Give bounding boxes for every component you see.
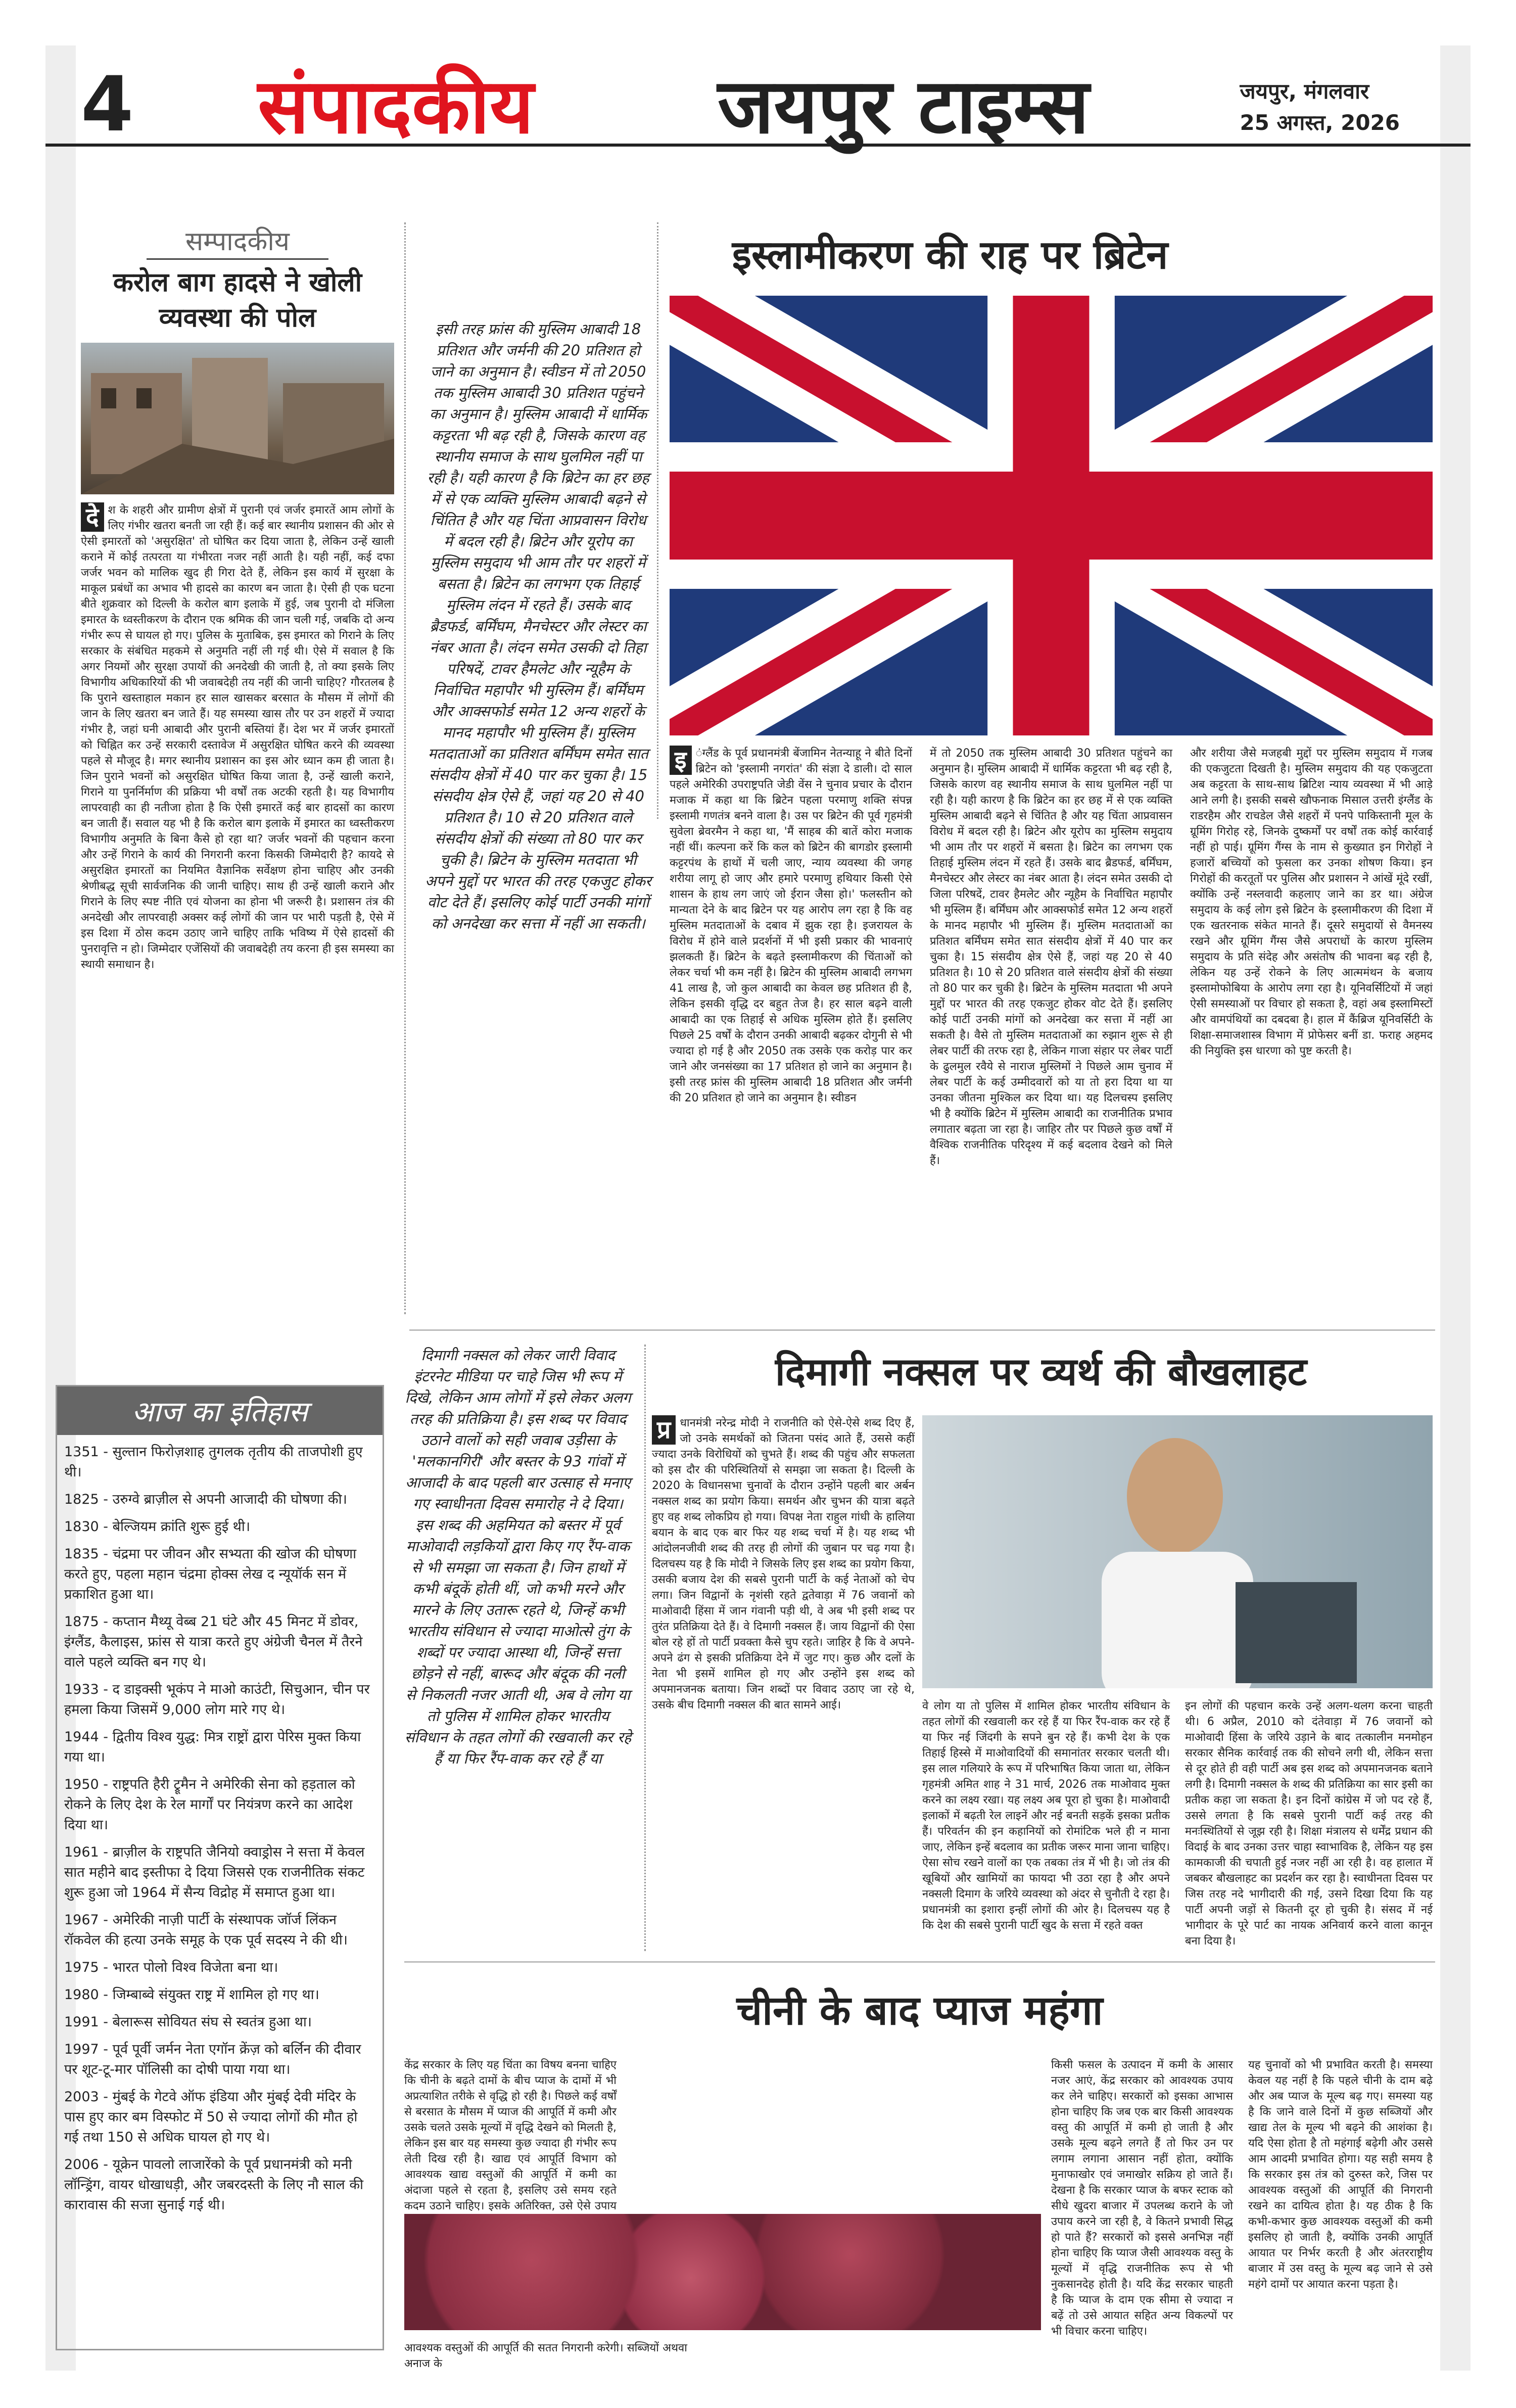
drop-cap: प्र xyxy=(652,1415,676,1445)
masthead-title-red: संपादकीय xyxy=(258,63,534,151)
history-item: 1830 - बेल्जियम क्रांति शुरू हुई थी। xyxy=(64,1519,251,1535)
history-item: 1835 - चंद्रमा पर जीवन और सभ्यता की खोज की घोषणा करते हुए, पहला महान चंद्रमा होक्स लेख द न्यूयॉर्क सन में प्रकाशित हुआ था। xyxy=(64,1546,357,1602)
drop-cap: दे xyxy=(81,502,104,532)
union-jack-photo xyxy=(670,296,1433,735)
britain-col-3: और शरीया जैसे मजहबी मुद्दों पर मुस्लिम समुदाय में गजब की एकजुटता दिखती है। मुस्लिम समुदाय की यह एकजुटता अब कट्टरता के साथ-साथ ब्रिटिश न्याय व्यवस्था में भी आड़े आने लगी है। इसकी सबसे खौफनाक मिसाल उत्तरी इंग्लैंड के राडरहैम और राचडेल जैसे शहरों में पनपे पाकिस्तानी मूल के ग्रूमिंग गिरोह रहे, जिनके दुष्कर्मों पर वर्षों तक कोई कार्रवाई नहीं हो पाई। ग्रूमिंग गैंग्स के नाम से कुख्यात इन गिरोहों ने हजारों बच्चियों को फुसला कर उनका शोषण किया। इन गिरोहों की करतूतों पर पुलिस और प्रशासन ने आंखें मूंदे रखीं, क्योंकि उन्हें नस्लवादी कहलाए जाने का डर था। अंग्रेज समुदाय के कई लोग इसे ब्रिटेन के इस्लामीकरण की दिशा में एक खतरनाक संकेत मानते हैं। दूसरे समुदायों से वैमनस्य रखने और ग्रूमिंग गैंग्स जैसे अपराधों के कारण मुस्लिम समुदाय के प्रति संदेह और असंतोष की भावना बढ़ रही है, लेकिन यह उन्हें रोकने के लिए आत्ममंथन के बजाय इस्लामोफोबिया के आरोप लगा रहा है। यूनिवर्सिटियों में जहां ऐसी समस्याओं पर विचार हो सकता है, वहां अब इस्लामिस्टों और वामपंथियों का दबदबा है। हाल में कैंब्रिज यूनिवर्सिटी के शिक्षा-समाजशास्त्र विभाग में प्रोफेसर बनीं डा. फराह अहमद की नियुक्ति इस धारणा को पुष्ट करती है। xyxy=(1190,747,1433,1057)
building-ruins-graphic xyxy=(81,343,394,494)
union-jack-graphic xyxy=(670,296,1433,735)
section-divider xyxy=(409,1329,1435,1331)
section-divider xyxy=(404,1961,1435,1963)
history-box xyxy=(56,1385,384,2350)
onion-col-1b: आवश्यक वस्तुओं की आपूर्ति की सतत निगरानी करेगी। सब्जियों अथवा अनाज के xyxy=(404,2342,687,2370)
naxal-pull-quote: दिमागी नक्सल को लेकर जारी विवाद इंटरनेट मीडिया पर चाहे जिस भी रूप में दिखे, लेकिन आम लोगों में इसे लेकर अलग तरह की प्रतिक्रिया है। इस शब्द पर विवाद उठाने वालों को सही जवाब उड़ीसा के 'मलकानगिरी' और बस्तर के 93 गांवों में आजादी के बाद पहली बार उत्साह से मनाए गए स्वाधीनता दिवस समारोह ने दे दिया। इस शब्द की अहमियत को बस्तर में पूर्व माओवादी लड़कियों द्वारा किए गए रैंप-वाक से भी समझा जा सकता है। जिन हाथों में कभी बंदूकें होती थीं, जो कभी मरने और मारने के लिए उतारू रहते थे, जिन्हें कभी भारतीय संविधान से ज्यादा माओत्से तुंग के शब्दों पर ज्यादा आस्था थी, जिन्हें सत्ता छोड़ने से नहीं, बारूद और बंदूक की नली से निकलती नजर आती थी, अब वे लोग या तो पुलिस में शामिल होकर भारतीय संविधान के तहत लोगों की रखवाली कर रहे हैं या फिर रैंप-वाक कर रहे हैं या xyxy=(404,1347,632,1767)
onion-col-2: किसी फसल के उत्पादन में कमी के आसार नजर आएं, केंद्र सरकार को आवश्यक उपाय कर लेने चाहिए। सरकारों को इसका आभास होना चाहिए कि जब एक बार किसी आवश्यक वस्तु की आपूर्ति में कमी हो जाती है और उसके मूल्य बढ़ने लगते हैं तो फिर उन पर लगाम लगाना आसान नहीं होता, क्योंकि मुनाफाखोर एवं जमाखोर सक्रिय हो जाते हैं। देखना है कि सरकार प्याज के बफर स्टाक को सीधे खुदरा बाजार में उपलब्ध कराने के जो उपाय करने जा रही है, वे कितने प्रभावी सिद्ध हो पाते हैं? सरकारों को इससे अनभिज्ञ नहीं होना चाहिए कि प्याज जैसी आवश्यक वस्तु के मूल्यों में वृद्धि राजनीतिक रूप से भी नुकसानदेह होती है। यदि केंद्र सरकार चाहती है कि प्याज के दाम एक सीमा से ज्यादा न बढ़ें तो उसे आयात सहित अन्य विकल्पों पर भी विचार करना चाहिए। xyxy=(1051,2059,1233,2338)
history-item: 1980 - जिम्बाब्वे संयुक्त राष्ट्र में शामिल हो गए था। xyxy=(64,1987,319,2003)
britain-pull-quote: इसी तरह फ्रांस की मुस्लिम आबादी 18 प्रतिशत और जर्मनी की 20 प्रतिशत हो जाने का अनुमान है। स्वीडन में तो 2050 तक मुस्लिम आबादी 30 प्रतिशत पहुंचने का अनुमान है। मुस्लिम आबादी में धार्मिक कट्टरता भी बढ़ रही है, जिसके कारण वह स्थानीय समाज के साथ घुलमिल नहीं पा रही है। यही कारण है कि ब्रिटेन का हर छह में से एक व्यक्ति मुस्लिम आबादी बढ़ने से चिंतित है और यह चिंता आप्रवासन विरोध में बदल रही है। ब्रिटेन और यूरोप का मुस्लिम समुदाय भी आम तौर पर शहरों में बसता है। ब्रिटेन का लगभग एक तिहाई मुस्लिम लंदन में रहते हैं। उसके बाद ब्रैडफर्ड, बर्मिंघम, मैनचेस्टर और लेस्टर का नंबर आता है। लंदन समेत उसकी दो तिहा परिषदें, टावर हैमलेट और न्यूहैम के निर्वाचित महापौर भी मुस्लिम हैं। बर्मिंघम और आक्सफोर्ड समेत 12 अन्य शहरों के मानद महापौर भी मुस्लिम हैं। मुस्लिम मतदाताओं का प्रतिशत बर्मिंघम समेत सात संसदीय क्षेत्रों में 40 पार कर चुका है। 15 संसदीय क्षेत्र ऐसे हैं, जहां यह 20 से 40 प्रतिशत है। 10 से 20 प्रतिशत वाले संसदीय क्षेत्रों की संख्या तो 80 पार कर चुकी है। ब्रिटेन के मुस्लिम मतदाता भी अपने मुद्दों पर भारत की तरह एकजुट होकर वोट देते हैं। इसलिए कोई पार्टी उनकी मांगों को अनदेखा कर सत्ता में नहीं आ सकती। xyxy=(425,320,651,932)
history-item: 1825 - उरुग्वे ब्राज़ील से अपनी आजादी की घोषणा की। xyxy=(64,1492,347,1507)
editorial-article xyxy=(81,222,394,973)
masthead-dateline xyxy=(1240,76,1400,138)
history-item: 1997 - पूर्व पूर्वी जर्मन नेता एगॉन क्रेंज़ को बर्लिन की दीवार पर शूट-टू-मार पॉलिसी का दोषी पाया गया था। xyxy=(64,2042,361,2077)
masthead xyxy=(45,45,1471,151)
naxal-col-1 xyxy=(652,1415,915,1713)
history-item: 1975 - भारत पोलो विश्व विजेता बना था। xyxy=(64,1960,278,1975)
drop-cap: इ xyxy=(670,746,692,775)
history-item: 1944 - द्वितीय विश्व युद्ध: मित्र राष्ट्रों द्वारा पेरिस मुक्त किया गया था। xyxy=(64,1729,361,1765)
britain-col-1 xyxy=(670,746,912,1106)
editorial-headline: करोल बाग हादसे ने खोली व्यवस्था की पोल xyxy=(113,267,362,333)
history-item: 2006 - यूक्रेन पावलो लाजारेंको के पूर्व प्रधानमंत्री को मनी लॉन्ड्रिंग, वायर धोखाधड़ी, और जबरदस्ती के लिए नौ साल की कारावास की सजा सुनाई गई थी। xyxy=(64,2157,364,2213)
history-item: 1991 - बेलारूस सोवियत संघ से स्वतंत्र हुआ था। xyxy=(64,2014,312,2030)
history-item: 1950 - राष्ट्रपति हैरी ट्रूमैन ने अमेरिकी सेना को हड़ताल को रोकने के लिए देश के रेल मार्गों पर नियंत्रण करने का आदेश दिया था। xyxy=(64,1777,355,1833)
onion-headline: चीनी के बाद प्याज महंगा xyxy=(736,1987,1103,2034)
right-margin-shade xyxy=(1440,45,1471,2371)
masthead-date: 25 अगस्त, 2026 xyxy=(1240,110,1400,135)
masthead-title-black: जयपुर टाइम्स xyxy=(718,63,1089,151)
page-number: 4 xyxy=(81,61,134,149)
column-divider xyxy=(657,222,658,819)
editorial-body xyxy=(81,502,394,973)
editorial-text: श के शहरी और ग्रामीण क्षेत्रों में पुरानी एवं जर्जर इमारतें आम लोगों के लिए गंभीर खतरा बनती जा रही हैं। कई बार स्थानीय प्रशासन की ओर से ऐसी इमारतों को 'असुरक्षित' तो घोषित कर दिया जाता है, लेकिन उन्हें खाली कराने में कोई तत्परता या गंभीरता नजर नहीं आती है। यही नहीं, कई दफा जर्जर भवन को मालिक खुद ही गिरा देते हैं, लेकिन इस कार्य में सुरक्षा के माकूल प्रबंधों का अभाव भी हादसे का कारण बन जाता है। ऐसी ही एक घटना बीते शुक्रवार को दिल्ली के करोल बाग इलाके में हुई, जब पुरानी दो मंजिला इमारत के ध्वस्तीकरण के दौरान एक श्रमिक की जान चली गई, जबकि दो अन्य गंभीर रूप से घायल हो गए। पुलिस के मुताबिक, इस इमारत को गिराने के लिए सरकार के संबंधित महकमे से अनुमति नहीं ली गई थी। ऐसे में सवाल है कि अगर नियमों और सुरक्षा उपायों की अनदेखी की जाती है, तो क्या इसके लिए विभागीय अधिकारियों की भी जवाबदेही तय नहीं की जानी चाहिए? गौरतलब है कि पुराने खस्ताहाल मकान हर साल खासकर बरसात के मौसम में लोगों की जान के लिए खतरा बन जाते हैं। यह समस्या खास तौर पर उन शहरों में ज्यादा गंभीर है, जहां घनी आबादी और पुरानी बस्तियां हैं। देश भर में जर्जर इमारतों को चिह्नित कर उन्हें सरकारी दस्तावेज में असुरक्षित घोषित करने की व्यवस्था पहले से मौजूद है। मगर स्थानीय प्रशासन का इस ओर ध्यान कम ही जाता है। जिन पुराने भवनों को असुरक्षित घोषित किया जाता है, उन्हें खाली कराने, गिराने या पुनर्निर्माण की प्रक्रिया भी वर्षों तक अटकी रहती है। यह विभागीय लापरवाही का ही नतीजा होता है कि ऐसी इमारतें कई बार हादसों का कारण बन जाती हैं। सवाल यह भी है कि करोल बाग इलाके में इमारत का ध्वस्तीकरण विभागीय अनुमति के बिना कैसे हो रहा था? जर्जर भवनों की पहचान करना और उन्हें गिराने के कार्य की निगरानी करना किसकी जिम्मेदारी है? कायदे से असुरक्षित इमारतों का नियमित वैज्ञानिक सर्वेक्षण होना चाहिए और उनकी श्रेणीबद्ध सूची सार्वजनिक की जानी चाहिए। साथ ही उन्हें खाली कराने और गिराने के लिए स्पष्ट नीति एवं योजना का होना भी जरूरी है। प्रशासन तंत्र की अनदेखी और लापरवाही अक्सर कई लोगों की जान पर भारी पड़ती है, ऐसे में इस दिशा में ठोस कदम उठाए जाने चाहिए ताकि भविष्य में ऐसे हादसों की पुनरावृत्ति न हो। जिम्मेदार एजेंसियों की जवाबदेही तय करना ही इस समस्या का स्थायी समाधान है। xyxy=(81,504,394,971)
history-list xyxy=(57,1435,383,2222)
speaker-graphic xyxy=(922,1415,1433,1688)
history-item: 1967 - अमेरिकी नाज़ी पार्टी के संस्थापक जॉर्ज लिंकन रॉकवेल की हत्या उनके समूह के एक पूर्व सदस्य ने की थी। xyxy=(64,1912,348,1948)
naxal-headline: दिमागी नक्सल पर व्यर्थ की बौखलाहट xyxy=(775,1349,1307,1394)
naxal-col-3: इन लोगों की पहचान करके उन्हें अलग-थलग करना चाहती थी। 6 अप्रैल, 2010 को दंतेवाड़ा में 76 जवानों को माओवादी हिंसा के जरिये उड़ाने के बाद तत्कालीन मनमोहन सरकार सैनिक कार्रवाई तक की सोचने लगी थी, लेकिन सत्ता से दूर होते ही वही पार्टी अब इस शब्द को अपमानजनक बताने लगी है। दिमागी नक्सल के शब्द की प्रतिक्रिया का सार इसी का प्रतीक कहा जा सकता है। इन दिनों कांग्रेस में जो पद रहे हैं, उससे लगता है कि सबसे पुरानी पार्टी कई तरह की मनःस्थितियों से जूझ रही है। शिक्षा मंत्रालय से धर्मेंद्र प्रधान की विदाई के बाद उनका उत्तर चाहा स्वाभाविक है, लेकिन यह इस कामकाजी की चपाती हुई नजर नहीं आ रही है। वह हालात में जबकर बौखलाहट का प्रदर्शन कर रहा है। स्वाधीनता दिवस पर जिस तरह नदे भागीदारी की गई, उसने दिखा दिया कि यह पार्टी अपनी जड़ों से कितनी दूर हो चुकी है। संसद में नई भागीदार के पूरे पार्ट का नायक अनिवार्य करने वाला कानून बना दिया है। xyxy=(1185,1700,1433,1948)
masthead-city: जयपुर, मंगलवार xyxy=(1240,79,1369,104)
britain-text-1: ंग्लैंड के पूर्व प्रधानमंत्री बेंजामिन नेतन्याहू ने बीते दिनों ब्रिटेन को 'इस्लामी नगरांत' की संज्ञा दे डाली। दो साल पहले अमेरिकी उपराष्ट्रपति जेडी वेंस ने चुनाव प्रचार के दौरान मजाक में कहा था कि ब्रिटेन पहला परमाणु शक्ति संपन्न इस्लामी गणतंत्र बनने वाला है। उस पर ब्रिटेन की पूर्व गृहमंत्री सुवेला ब्रेवरमैन ने कहा था, 'मैं साहब की बातें कोरा मजाक नहीं थीं। कल्पना करें कि कल को ब्रिटेन की बागडोर इस्लामी कट्टरपंथ के हाथों में चली जाए, न्याय व्यवस्था की जगह शरीया लागू हो जाए और हमारे परमाणु हथियार किसी ऐसे शासन के हाथ लग जाएं जो ईरान जैसा हो।' फलस्तीन को मान्यता देने के बाद ब्रिटेन पर यह आरोप लग रहा है कि वह मुस्लिम मतदाताओं के दबाव में झुक रहा है। इजरायल के विरोध में होने वाले प्रदर्शनों में भी इसी प्रकार की भावनाएं झलकती हैं। ब्रिटेन के बढ़ते इस्लामीकरण की चिंताओं को लेकर चर्चा भी कम नहीं है। ब्रिटेन की मुस्लिम आबादी लगभग 41 लाख है, जो कुल आबादी का केवल छह प्रतिशत ही है, लेकिन इसकी वृद्धि दर बहुत तेज है। हर साल बढ़ने वाली आबादी का एक तिहाई से अधिक मुस्लिम होते हैं। इसलिए पिछले 25 वर्षों के दौरान उनकी आबादी बढ़कर दोगुनी से भी ज्यादा हो गई है और 2050 तक उसके एक करोड़ पार कर जाने और जनसंख्या का 17 प्रतिशत हो जाने का अनुमान है। इसी तरह फ्रांस की मुस्लिम आबादी 18 प्रतिशत और जर्मनी की 20 प्रतिशत हो जाने का अनुमान है। स्वीडन xyxy=(670,747,912,1104)
column-divider xyxy=(644,1345,646,1951)
onion-col-1: केंद्र सरकार के लिए यह चिंता का विषय बनना चाहिए कि चीनी के बढ़ते दामों के बीच प्याज के दामों में भी अप्रत्याशित तरीके से वृद्धि हो रही है। पिछले कई वर्षों से बरसात के मौसम में प्याज की आपूर्ति में कमी और उसके चलते उसके मूल्यों में वृद्धि देखने को मिलती है, लेकिन इस बार यह समस्या कुछ ज्यादा ही गंभीर रूप लेती दिख रही है। खाद्य एवं आपूर्ति विभाग को आवश्यक खाद्य वस्तुओं की आपूर्ति में कमी का अंदाजा पहले से रहता है, इसलिए उसे समय रहते कदम उठाने चाहिए। इसके अतिरिक्त, उसे ऐसे उपाय xyxy=(404,2059,617,2212)
building-collapse-photo xyxy=(81,343,394,494)
onion-photo xyxy=(404,2214,1041,2330)
history-item: 1961 - ब्राज़ील के राष्ट्रपति जैनियो क्वाड्रोस ने सत्ता में केवल सात महीने बाद इस्तीफा दे दिया जिससे एक राजनीतिक संकट शुरू हुआ जो 1964 में सैन्य विद्रोह में समाप्त हुआ था। xyxy=(64,1844,365,1901)
britain-headline: इस्लामीकरण की राह पर ब्रिटेन xyxy=(732,233,1168,278)
column-divider xyxy=(404,222,406,1314)
naxal-col-2: वे लोग या तो पुलिस में शामिल होकर भारतीय संविधान के तहत लोगों की रखवाली कर रहे हैं या फिर रैंप-वाक कर रहे हैं या फिर नई जिंदगी के सपने बुन रहे हैं। कभी देश के एक तिहाई हिस्से में माओवादियों की समानांतर सरकार चलती थी। इस लाल गलियारे के रूप में परिभाषित किया जाता था, लेकिन गृहमंत्री अमित शाह ने 31 मार्च, 2026 तक माओवाद मुक्त करने का लक्ष्य रखा। यह लक्ष्य अब पूरा हो चुका है। माओवादी इलाकों में बढ़ती रेल लाइनें और नई बनती सड़कें इसका प्रतीक हैं। परिवर्तन की इन कहानियों को रोमांटिक भले ही न माना जाए, लेकिन इन्हें बदलाव का प्रतीक जरूर माना जाना चाहिए। ऐसा सोच रखने वालों का एक तबका तंत्र में भी है। जो तंत्र की खूबियों और खामियों का फायदा भी उठा रहा है और अपने नक्सली दिमाग के जरिये व्यवस्था को अंदर से चुनौती दे रहा है। प्रधानमंत्री का इशारा इन्हीं लोगों की ओर है। दिलचस्प यह है कि देश की सबसे पुरानी पार्टी खुद के सत्ता में रहते वक्त xyxy=(922,1700,1170,1932)
onion-col-1b-wrap xyxy=(632,2057,1036,2058)
history-item: 1933 - द डाइक्सी भूकंप ने माओ काउंटी, सिचुआन, चीन पर हमला किया जिसमें 9,000 लोग मारे गए थे। xyxy=(64,1682,370,1718)
history-item: 2003 - मुंबई के गेटवे ऑफ इंडिया और मुंबई देवी मंदिर के पास हुए कार बम विस्फोट में 50 से ज्यादा लोगों की मौत हो गई तथा 150 से अधिक घायल हो गए थे। xyxy=(64,2089,358,2145)
history-item: 1351 - सुल्तान फिरोज़शाह तुगलक तृतीय की ताजपोशी हुए थी। xyxy=(64,1444,363,1480)
speaker-photo xyxy=(922,1415,1433,1688)
history-title: आज का इतिहास xyxy=(57,1386,383,1435)
history-item: 1875 - कप्तान मैथ्यू वेब्ब 21 घंटे और 45 मिनट में डोवर, इंग्लैंड, कैलाइस, फ्रांस से यात्रा करते हुए अंग्रेजी चैनल में तैरने वाले पहले व्यक्ति बन गए थे। xyxy=(64,1614,363,1670)
naxal-text-1: धानमंत्री नरेन्द्र मोदी ने राजनीति को ऐसे-ऐसे शब्द दिए हैं, जो उनके समर्थकों को जितना पसंद आते हैं, उससे कहीं ज्यादा उनके विरोधियों को चुभते हैं। शब्द की पहुंच और सफलता को इस दौर की परिस्थितियों से समझा जा सकता है। दिल्ली के 2020 के विधानसभा चुनावों के दौरान उन्होंने पहली बार अर्बन नक्सल शब्द का प्रयोग किया। समर्थन और चुभन की यात्रा बढ़ते हुए वह शब्द लोकप्रिय हो गया। विपक्ष नेता राहुल गांधी के हालिया बयान के बाद एक बार फिर यह शब्द चर्चा में है। यह शब्द भी आंदोलनजीवी शब्द की तरह ही लोगों की जुबान पर चढ़ गया है। दिलचस्प यह है कि मोदी ने जिसके लिए इस शब्द का प्रयोग किया, उसकी बजाय देश की सबसे पुरानी पार्टी के कई नेताओं को चेप लगा। जिन विद्वानों के नृशंसी रहते द्वतेवाड़ा में 76 जवानों को माओवादी हिंसा में जान गंवानी पड़ी थी, वे अब भी इसी शब्द पर तुरंत प्रतिक्रिया देते हैं। वे दिमागी नक्सल हैं। जाय विद्वानों की ऐसा बोल रहे हों तो पार्टी प्रवक्ता कैसे चुप रहते। जाहिर है कि वे अपने-अपने ढंग से इसकी प्रतिक्रिया देने में जुट गए। कुछ और दलों के नेता भी इसमें शामिल हो गए और उन्होंने इस शब्द को अपमानजनक बताया। जिन शब्दों पर विवाद उठाए जा रहे थे, उसके बीच दिमागी नक्सल की बात सामने आई। xyxy=(652,1417,915,1711)
onion-col-3: यह चुनावों को भी प्रभावित करती है। समस्या केवल यह नहीं है कि पहले चीनी के दाम बढ़े और अब प्याज के मूल्य बढ़ गए। समस्या यह है कि जाने वाले दिनों में कुछ सब्जियों और खाद्य तेल के मूल्य भी बढ़ने की आशंका है। यदि ऐसा होता है तो महंगाई बढ़ेगी और उससे आम आदमी प्रभावित होगा। यह सही समय है कि सरकार इस तंत्र को दुरुस्त करे, जिस पर आवश्यक वस्तुओं की आपूर्ति की निगरानी रखने का दायित्व होता है। यह ठीक है कि कभी-कभार कुछ आवश्यक वस्तुओं की कमी इसलिए हो जाती है, क्योंकि उनकी आपूर्ति आयात पर निर्भर करती है और अंतरराष्ट्रीय बाजार में उस वस्तु के मूल्य बढ़ जाने से उसे महंगे दामों पर आयात करना पड़ता है। xyxy=(1248,2059,1433,2291)
section-title: सम्पादकीय xyxy=(147,222,328,260)
britain-col-2: में तो 2050 तक मुस्लिम आबादी 30 प्रतिशत पहुंचने का अनुमान है। मुस्लिम आबादी में धार्मिक कट्टरता भी बढ़ रही है, जिसके कारण वह स्थानीय समाज के साथ घुलमिल नहीं पा रही है। यही कारण है कि ब्रिटेन का हर छह में से एक व्यक्ति मुस्लिम आबादी बढ़ने से चिंतित है और यह चिंता आप्रवासन विरोध में बदल रही है। ब्रिटेन और यूरोप का मुस्लिम समुदाय भी आम तौर पर शहरों में बसता है। ब्रिटेन का लगभग एक तिहाई मुस्लिम लंदन में रहते हैं। उसके बाद ब्रैडफर्ड, बर्मिंघम, मैनचेस्टर और लेस्टर का नंबर आता है। लंदन समेत उसकी दो जिला परिषदें, टावर हैमलेट और न्यूहैम के निर्वाचित महापौर भी मुस्लिम हैं। बर्मिंघम और आक्सफोर्ड समेत 12 अन्य शहरों के मानद महापौर भी मुस्लिम हैं। मुस्लिम मतदाताओं का प्रतिशत बर्मिंघम समेत सात संसदीय क्षेत्रों में 40 पार कर चुका है। 15 संसदीय क्षेत्र ऐसे हैं, जहां यह 20 से 40 प्रतिशत है। 10 से 20 प्रतिशत वाले संसदीय क्षेत्रों की संख्या तो 80 पार कर चुकी है। ब्रिटेन के मुस्लिम मतदाता भी अपने मुद्दों पर भारत की तरह एकजुट होकर वोट देते हैं। इसलिए कोई पार्टी उनकी मांगों को अनदेखा कर सत्ता में नहीं आ सकती है। वैसे तो मुस्लिम मतदाताओं का रुझान शुरू से ही लेबर पार्टी की तरफ रहा है, लेकिन गाजा संहार पर लेबर पार्टी के ढुलमुल रवैये से नाराज मुस्लिमों ने पिछले आम चुनाव में लेबर पार्टी के कई उम्मीदवारों को या तो हरा दिया था या उनका जीतना मुश्किल कर दिया था। यह दिलचस्प इसलिए भी है क्योंकि ब्रिटेन में मुस्लिम आबादी का राजनीतिक प्रभाव लगातार बढ़ता जा रहा है। जाहिर तौर पर पिछले कुछ वर्षों में वैश्विक राजनीतिक परिदृश्य में कई बदलाव देखने को मिले हैं। xyxy=(930,747,1172,1167)
